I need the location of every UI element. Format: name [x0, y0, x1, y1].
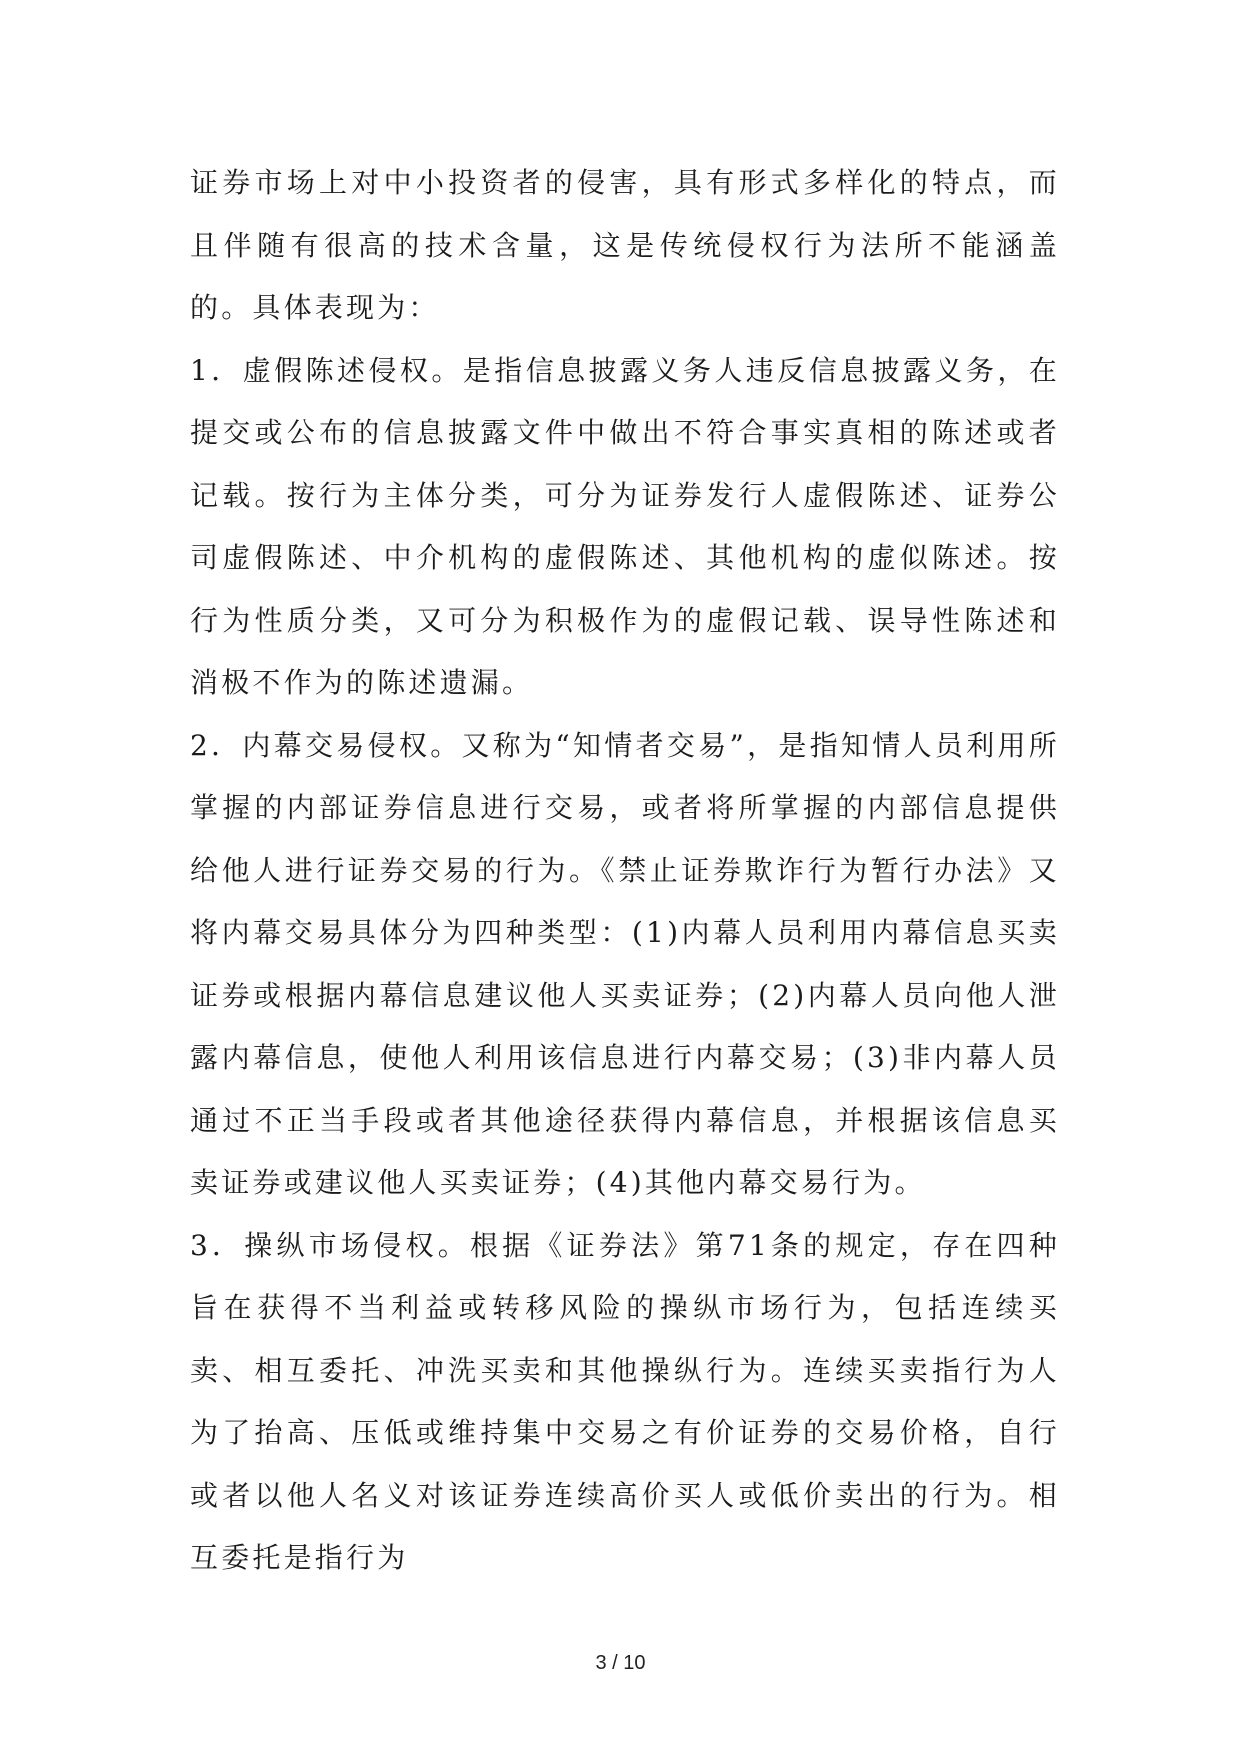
page-body	[190, 152, 1060, 1590]
paragraph-false-statement: 1．虚假陈述侵权。是指信息披露义务人违反信息披露义务，在提交或公布的信息披露文件中做出不符合事实真相的陈述或者记载。按行为主体分类，可分为证券发行人虚假陈述、证券公司虚假陈述、中介机构的虚假陈述、其他机构的虚似陈述。按行为性质分类，又可分为积极作为的虚假记载、误导性陈述和消极不作为的陈述遗漏。	[190, 353, 1060, 699]
paragraph-market-manipulation: 3．操纵市场侵权。根据《证券法》第71条的规定，存在四种旨在获得不当利益或转移风险的操纵市场行为，包括连续买卖、相互委托、冲洗买卖和其他操纵行为。连续买卖指行为人为了抬高、压低或维持集中交易之有价证券的交易价格，自行或者以他人名义对该证券连续高价买人或低价卖出的行为。相互委托是指行为	[190, 1228, 1060, 1574]
paragraph-insider-trading: 2．内幕交易侵权。又称为“知情者交易”，是指知情人员利用所掌握的内部证券信息进行交易，或者将所掌握的内部信息提供给他人进行证券交易的行为。《禁止证券欺诈行为暂行办法》又将内幕交易具体分为四种类型：(1)内幕人员利用内幕信息买卖证券或根据内幕信息建议他人买卖证券；(2)内幕人员向他人泄露内幕信息，使他人利用该信息进行内幕交易；(3)非内幕人员通过不正当手段或者其他途径获得内幕信息，并根据该信息买卖证券或建议他人买卖证券；(4)其他内幕交易行为。	[190, 728, 1060, 1199]
page-number: 3 / 10	[595, 1652, 646, 1674]
paragraph-intro: 证券市场上对中小投资者的侵害，具有形式多样化的特点，而且伴随有很高的技术含量，这是传统侵权行为法所不能涵盖的。具体表现为：	[190, 166, 1060, 324]
